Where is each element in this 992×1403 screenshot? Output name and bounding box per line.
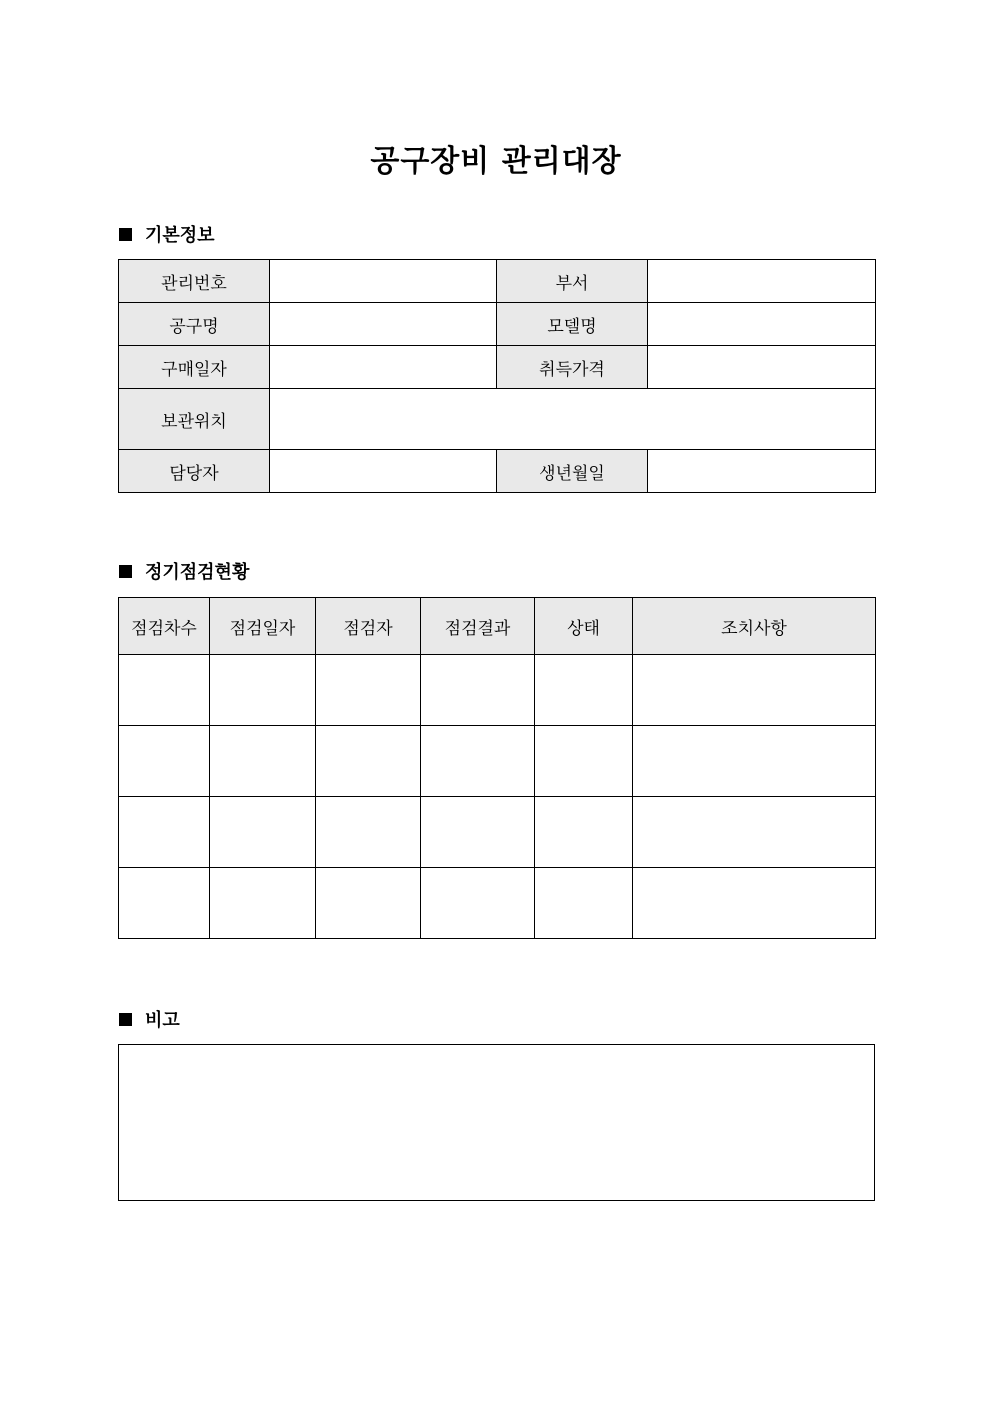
acquisition-price-field[interactable] [648,346,876,389]
table-cell[interactable] [210,726,316,797]
purchase-date-label: 구매일자 [119,346,270,389]
acquisition-price-label: 취득가격 [497,346,648,389]
birth-date-label: 생년월일 [497,450,648,493]
basic-info-heading [119,222,215,246]
basic-info-row [119,260,876,303]
tool-name-label: 공구명 [119,303,270,346]
table-cell[interactable] [119,726,210,797]
column-header-status: 상태 [535,598,633,655]
table-cell[interactable] [633,868,876,939]
table-cell[interactable] [535,655,633,726]
department-label: 부서 [497,260,648,303]
storage-location-field[interactable] [270,389,876,450]
column-header-inspection-date: 점검일자 [210,598,316,655]
table-cell[interactable] [535,726,633,797]
remarks-heading-text: 비고 [145,1010,180,1031]
table-cell[interactable] [119,868,210,939]
table-row [119,797,876,868]
management-no-field[interactable] [270,260,497,303]
table-cell[interactable] [316,868,421,939]
department-field[interactable] [648,260,876,303]
basic-info-table [118,259,876,493]
management-no-label: 관리번호 [119,260,270,303]
square-bullet-icon [119,228,132,241]
table-cell[interactable] [210,797,316,868]
table-cell[interactable] [119,655,210,726]
model-name-label: 모델명 [497,303,648,346]
person-in-charge-label: 담당자 [119,450,270,493]
table-cell[interactable] [316,797,421,868]
remarks-heading [119,1007,180,1031]
table-cell[interactable] [535,868,633,939]
table-cell[interactable] [210,655,316,726]
basic-info-row [119,450,876,493]
inspection-heading [119,559,249,583]
basic-info-row [119,389,876,450]
inspection-heading-text: 정기점검현황 [145,562,250,583]
person-in-charge-field[interactable] [270,450,497,493]
table-cell[interactable] [316,726,421,797]
table-cell[interactable] [421,797,535,868]
tool-name-field[interactable] [270,303,497,346]
table-row [119,655,876,726]
model-name-field[interactable] [648,303,876,346]
inspection-table [118,597,876,939]
table-cell[interactable] [421,868,535,939]
basic-info-row [119,303,876,346]
table-row [119,868,876,939]
table-cell[interactable] [633,797,876,868]
table-cell[interactable] [316,655,421,726]
storage-location-label: 보관위치 [119,389,270,450]
column-header-action-taken: 조치사항 [633,598,876,655]
table-cell[interactable] [633,726,876,797]
square-bullet-icon [119,565,132,578]
birth-date-field[interactable] [648,450,876,493]
remarks-field[interactable] [118,1044,875,1201]
inspection-header-row [119,598,876,655]
basic-info-heading-text: 기본정보 [145,225,215,246]
table-cell[interactable] [535,797,633,868]
column-header-inspection-result: 점검결과 [421,598,535,655]
column-header-inspector: 점검자 [316,598,421,655]
table-row [119,726,876,797]
column-header-inspection-round: 점검차수 [119,598,210,655]
table-cell[interactable] [421,726,535,797]
purchase-date-field[interactable] [270,346,497,389]
table-cell[interactable] [119,797,210,868]
table-cell[interactable] [421,655,535,726]
table-cell[interactable] [633,655,876,726]
table-cell[interactable] [210,868,316,939]
basic-info-row [119,346,876,389]
document-title: 공구장비 관리대장 [370,144,622,179]
square-bullet-icon [119,1013,132,1026]
